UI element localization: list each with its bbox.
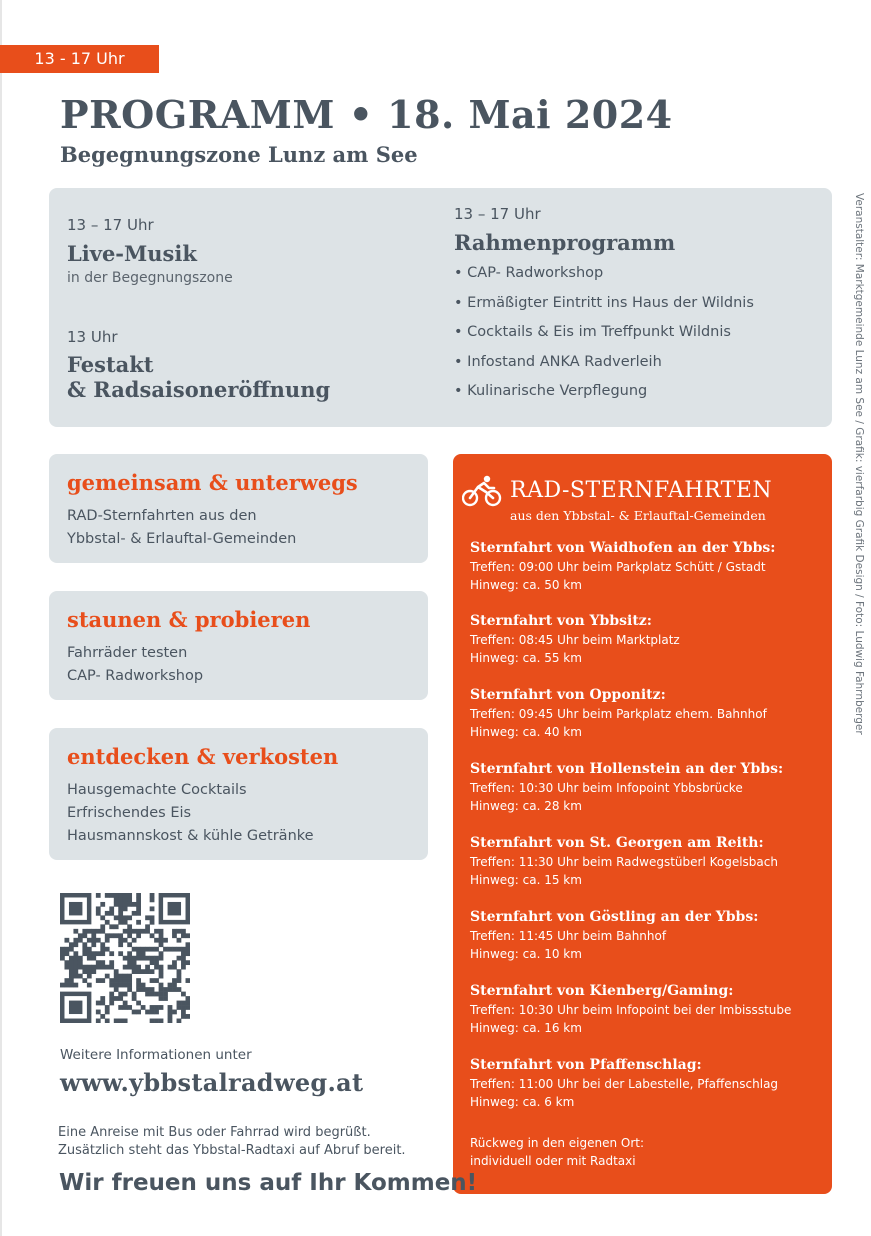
box-line: Hausmannskost & kühle Getränke — [67, 828, 314, 844]
festakt-title: Festakt — [67, 352, 154, 377]
box-line: CAP- Radworkshop — [67, 668, 204, 684]
live-time: 13 – 17 Uhr — [67, 216, 154, 234]
route-title: Sternfahrt von Waidhofen an der Ybbs: — [470, 540, 776, 556]
box-line: Erfrischendes Eis — [67, 805, 192, 821]
route-item — [470, 612, 680, 667]
info-label: Weitere Informationen unter — [60, 1047, 252, 1063]
box-line: Fahrräder testen — [67, 645, 188, 661]
list-item: • CAP- Radworkshop — [454, 265, 604, 281]
page-edge-line — [0, 0, 2, 1236]
route-hinweg: Hinweg: ca. 15 km — [470, 873, 582, 887]
box-line: RAD-Sternfahrten aus den — [67, 508, 257, 524]
route-treffen: Treffen: 08:45 Uhr beim Marktplatz — [470, 633, 680, 647]
route-item — [470, 760, 783, 815]
route-treffen: Treffen: 09:45 Uhr beim Parkplatz ehem. Bahnhof — [470, 707, 767, 721]
list-item: • Ermäßigter Eintritt ins Haus der Wildnis — [454, 294, 754, 311]
qr-code[interactable] — [60, 893, 190, 1023]
route-treffen: Treffen: 11:45 Uhr beim Bahnhof — [470, 929, 667, 943]
route-item — [470, 982, 791, 1037]
arrival-line: Eine Anreise mit Bus oder Fahrrad wird begrüßt. — [58, 1125, 371, 1140]
route-treffen: Treffen: 10:30 Uhr beim Infopoint bei der Imbissstube — [470, 1003, 792, 1017]
route-hinweg: Hinweg: ca. 55 km — [470, 651, 582, 665]
route-treffen: Treffen: 10:30 Uhr beim Infopoint Ybbsbrücke — [470, 781, 743, 795]
rahmen-list — [454, 263, 754, 411]
rahmen-title: Rahmenprogramm — [454, 230, 676, 255]
box-line: Hausgemachte Cocktails — [67, 782, 247, 798]
box-title: gemeinsam & unterwegs — [67, 470, 358, 495]
program-overview-panel — [49, 188, 832, 427]
route-title: Sternfahrt von Göstling an der Ybbs: — [470, 909, 759, 925]
route-hinweg: Hinweg: ca. 10 km — [470, 947, 582, 961]
route-title: Sternfahrt von Ybbsitz: — [470, 613, 652, 629]
live-title: Live-Musik — [67, 241, 197, 266]
box-gemeinsam — [49, 454, 428, 563]
route-title: Sternfahrt von Hollenstein an der Ybbs: — [470, 761, 784, 777]
box-entdecken — [49, 728, 428, 860]
box-staunen — [49, 591, 428, 700]
route-hinweg: Hinweg: ca. 50 km — [470, 578, 582, 592]
route-item — [470, 686, 767, 741]
box-title: staunen & probieren — [67, 607, 311, 632]
festakt-title-2: & Radsaisoneröffnung — [67, 377, 331, 402]
list-item: • Cocktails & Eis im Treffpunkt Wildnis — [454, 324, 731, 340]
cyclist-icon — [462, 474, 502, 508]
route-item — [470, 539, 775, 594]
list-item: • Kulinarische Verpflegung — [454, 383, 648, 399]
page-subtitle: Begegnungszone Lunz am See — [60, 142, 418, 167]
page-title: PROGRAMM • 18. Mai 2024 — [60, 92, 673, 137]
rueckweg — [470, 1134, 644, 1170]
time-tag: 13 - 17 Uhr — [0, 45, 159, 73]
route-item — [470, 1056, 778, 1111]
sternfahrten-title: RAD-STERNFAHRTEN — [510, 478, 773, 503]
route-hinweg: Hinweg: ca. 28 km — [470, 799, 582, 813]
rueckweg-line: Rückweg in den eigenen Ort: — [470, 1136, 645, 1150]
box-title: entdecken & verkosten — [67, 744, 339, 769]
route-title: Sternfahrt von Opponitz: — [470, 687, 666, 703]
rueckweg-line: individuell oder mit Radtaxi — [470, 1154, 636, 1168]
route-treffen: Treffen: 09:00 Uhr beim Parkplatz Schütt / Gstadt — [470, 560, 766, 574]
route-item — [470, 834, 778, 889]
box-line: Ybbstal- & Erlauftal-Gemeinden — [67, 531, 297, 547]
rahmen-time: 13 – 17 Uhr — [454, 205, 541, 223]
route-treffen: Treffen: 11:30 Uhr beim Radwegstüberl Kogelsbach — [470, 855, 778, 869]
list-item: • Infostand ANKA Radverleih — [454, 353, 662, 370]
credit-text: Veranstalter: Marktgemeinde Lunz am See / Grafik: vierfarbig Grafik Design / Foto: Ludwig Fahrnberger — [853, 193, 865, 735]
route-hinweg: Hinweg: ca. 6 km — [470, 1095, 575, 1109]
closing-text: Wir freuen uns auf Ihr Kommen! — [59, 1170, 478, 1196]
route-title: Sternfahrt von Pfaffenschlag: — [470, 1057, 702, 1073]
route-treffen: Treffen: 11:00 Uhr bei der Labestelle, Pfaffenschlag — [470, 1077, 779, 1091]
route-hinweg: Hinweg: ca. 40 km — [470, 725, 582, 739]
festakt-time: 13 Uhr — [67, 328, 118, 346]
route-item — [470, 908, 758, 963]
route-title: Sternfahrt von St. Georgen am Reith: — [470, 835, 764, 851]
route-hinweg: Hinweg: ca. 16 km — [470, 1021, 582, 1035]
sternfahrten-subtitle: aus den Ybbstal- & Erlauftal-Gemeinden — [510, 508, 766, 523]
route-title: Sternfahrt von Kienberg/Gaming: — [470, 983, 734, 999]
arrival-line: Zusätzlich steht das Ybbstal-Radtaxi auf Abruf bereit. — [58, 1143, 406, 1158]
website-link[interactable]: www.ybbstalradweg.at — [60, 1068, 364, 1097]
qr-code-image — [60, 893, 190, 1023]
sternfahrten-panel — [453, 454, 832, 1194]
live-sub: in der Begegnungszone — [67, 270, 233, 286]
credit-vertical — [845, 193, 871, 738]
